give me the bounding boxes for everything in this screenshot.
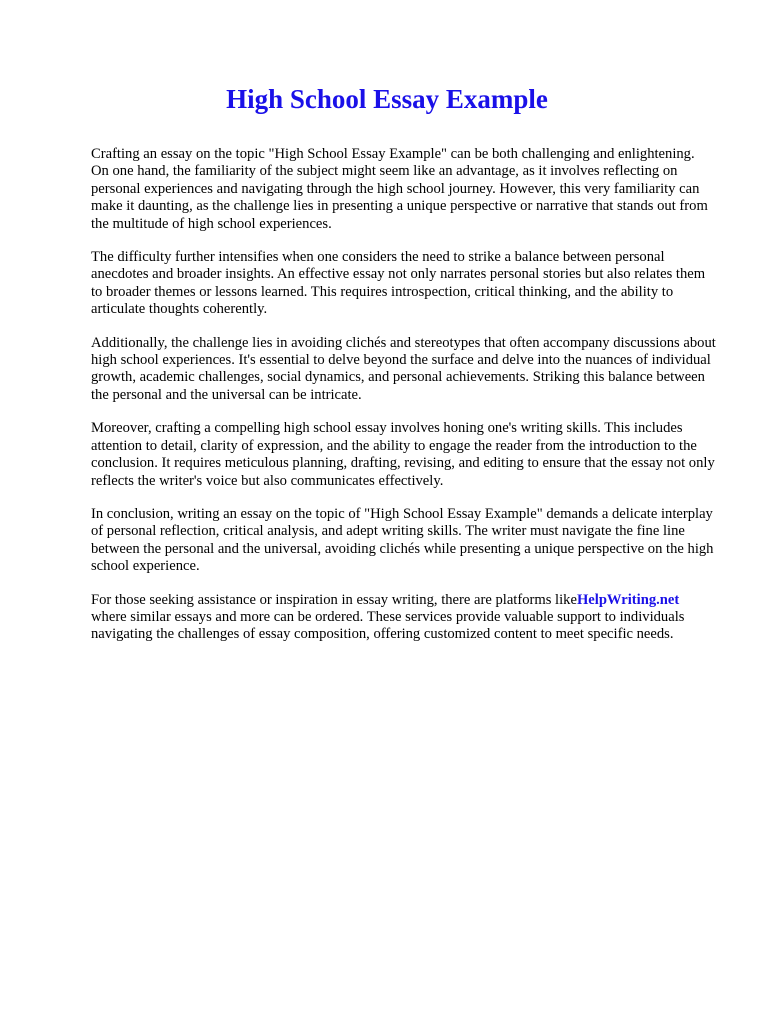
helpwriting-link[interactable]: HelpWriting.net	[576, 591, 680, 608]
paragraph-6-trailing-text: where similar essays and more can be ordered. These services provide valuable support to individuals navigating the challenges of essay composition, offering customized content to meet specific needs.	[91, 608, 685, 643]
paragraph-3: Additionally, the challenge lies in avoiding clichés and stereotypes that often accompany discussions about high school experiences. It's essential to delve beyond the surface and delve into the nuances of individual growth, academic challenges, social dynamics, and personal achievements. Striking this balance between the personal and the universal can be intricate.	[91, 334, 716, 403]
paragraph-6	[91, 592, 716, 644]
paragraph-2: The difficulty further intensifies when one considers the need to strike a balance between personal anecdotes and broader insights. An effective essay not only narrates personal stories but also relates them to broader themes or lessons learned. This requires introspection, critical thinking, and the ability to articulate thoughts coherently.	[91, 249, 706, 318]
document-body	[91, 146, 716, 644]
paragraph-5: In conclusion, writing an essay on the topic of "High School Essay Example" demands a delicate interplay of personal reflection, critical analysis, and adept writing skills. The writer must navigate the fine line between the personal and the universal, avoiding clichés while presenting a unique perspective on the high school experience.	[91, 505, 714, 575]
paragraph-4: Moreover, crafting a compelling high school essay involves honing one's writing skills. This includes attention to detail, clarity of expression, and the ability to engage the reader from the introduction to the conclusion. It requires meticulous planning, drafting, revising, and editing to ensure that the essay not only reflects the writer's voice but also communicates effectively.	[91, 420, 715, 489]
paragraph-6-lead-text: For those seeking assistance or inspiration in essay writing, there are platforms like	[91, 591, 577, 608]
document-title: High School Essay Example	[226, 84, 548, 114]
paragraph-1: Crafting an essay on the topic "High School Essay Example" can be both challenging and enlightening. On one hand, the familiarity of the subject might seem like an advantage, as it involves reflecting on personal experiences and navigating through the high school journey. However, this very familiarity can make it daunting, as the challenge lies in presenting a unique perspective or narrative that stands out from the multitude of high school experiences.	[91, 146, 708, 232]
